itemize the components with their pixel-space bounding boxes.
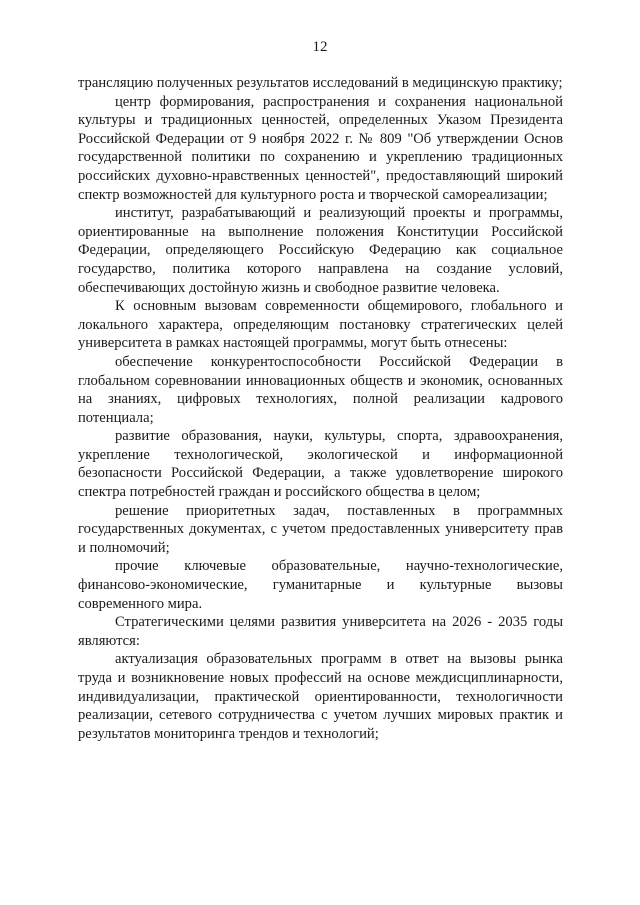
paragraph-strategic-goals: Стратегическими целями развития университета на 2026 - 2035 годы являются: <box>78 614 563 649</box>
paragraph-program-update: актуализация образовательных программ в ответ на вызовы рынка труда и возникновение новых профессий на основе междисциплинарности, индивидуализации, практической ориентированности, технологичности реализации, сетевого сотрудничества с учетом лучших мировых практик и результатов мониторинга трендов и технологий; <box>78 651 563 742</box>
paragraph-priority-tasks: решение приоритетных задач, поставленных в программных государственных документах, с учетом предоставленных университету прав и полномочий; <box>78 502 563 556</box>
body-text <box>78 74 563 743</box>
paragraph-competitiveness: обеспечение конкурентоспособности Российской Федерации в глобальном соревновании инновационных обществ и экономик, основанных на знаниях, цифровых технологиях, полной реализации кадрового потенциала; <box>78 353 563 426</box>
paragraph-institute: институт, разрабатывающий и реализующий проекты и программы, ориентированные на выполнение положения Конституции Российской Федерации, определяющего Российскую Федерацию как социальное государство, политика которого направлена на создание условий, обеспечивающих достойную жизнь и свободное развитие человека. <box>78 205 563 296</box>
paragraph-development: развитие образования, науки, культуры, спорта, здравоохранения, укрепление технологической, экологической и информационной безопасности Российской Федерации, а также удовлетворение широкого спектра потребностей граждан и российского общества в целом; <box>78 428 563 501</box>
paragraph-continuation: трансляцию полученных результатов исследований в медицинскую практику; <box>78 75 563 91</box>
paragraph-other-challenges: прочие ключевые образовательные, научно-технологические, финансово-экономические, гуманитарные и культурные вызовы современного мира. <box>78 558 563 612</box>
page-number: 12 <box>312 39 328 55</box>
paragraph-culture-center: центр формирования, распространения и сохранения национальной культуры и традиционных ценностей, определенных Указом Президента Российской Федерации от 9 ноября 2022 г. № 809 "Об утверждении Основ государственной политики по сохранению и укреплению традиционных российских духовно-нравственных ценностей", предоставляющий широкий спектр возможностей для культурного роста и творческой самореализации; <box>78 93 563 203</box>
paragraph-main-challenges: К основным вызовам современности общемирового, глобального и локального характера, определяющим постановку стратегических целей университета в рамках настоящей программы, могут быть отнесены: <box>78 298 563 352</box>
